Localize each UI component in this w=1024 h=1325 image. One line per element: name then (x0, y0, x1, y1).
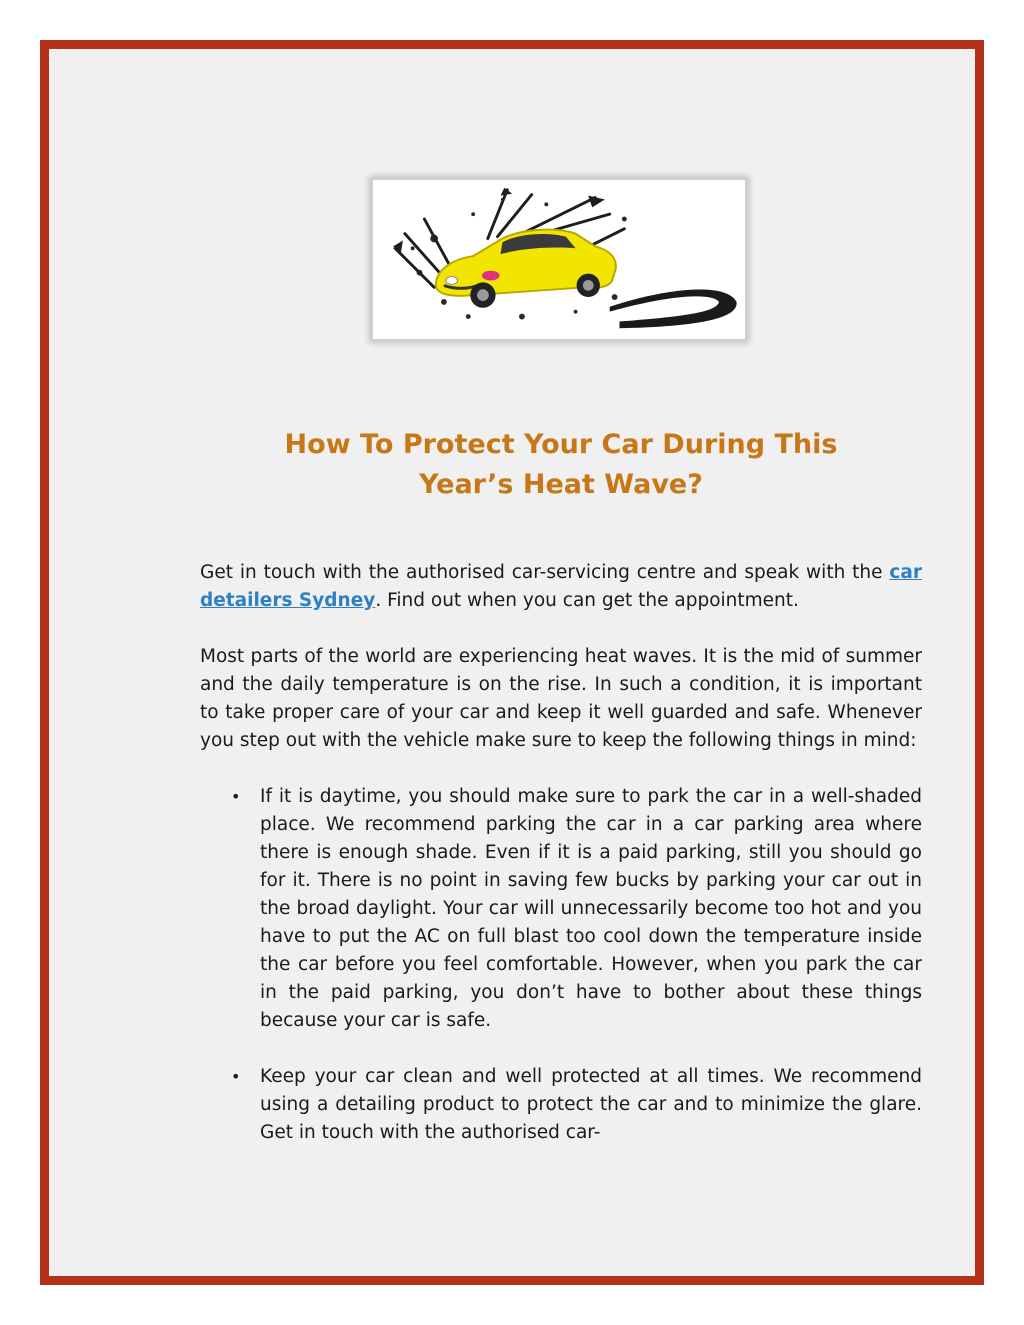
intro-paragraph (200, 559, 922, 615)
car-detailers-sydney-link[interactable]: car detailers Sydney (200, 562, 922, 611)
bullet-icon: • (231, 1067, 241, 1086)
list-item-text: Keep your car clean and well protected at all times. We recommend using a detailing product to protect the car and to minimize the glare. Get in touch with the authorised car- (260, 1066, 922, 1143)
article-body (200, 559, 922, 1175)
list-item (231, 1063, 922, 1147)
car-detailing-logo-icon (373, 180, 745, 339)
tips-list (200, 783, 922, 1147)
intro-text-after-link: . Find out when you can get the appointment. (375, 590, 799, 611)
title-line-1: How To Protect Your Car During This (284, 429, 838, 460)
document-page (40, 40, 984, 1285)
intro-text-before-link: Get in touch with the authorised car-servicing centre and speak with the (200, 562, 890, 583)
heat-wave-paragraph: Most parts of the world are experiencing heat waves. It is the mid of summer and the daily temperature is on the rise. In such a condition, it is important to take proper care of your car and keep it well guarded and safe. Whenever you step out with the vehicle make sure to keep the following things in mind: (200, 646, 922, 751)
bullet-icon: • (231, 787, 241, 806)
list-item (231, 783, 922, 1035)
page-title (199, 425, 923, 505)
car-logo-image (371, 178, 747, 341)
list-item-text: If it is daytime, you should make sure to park the car in a well-shaded place. We recommend parking the car in a car parking area where there is enough shade. Even if it is a paid parking, still you should go for it. There is no point in saving few bucks by parking your car out in the broad daylight. Your car will unnecessarily become too hot and you have to put the AC on full blast too cool down the temperature inside the car before you feel comfortable. However, when you park the car in the paid parking, you don’t have to bother about these things because your car is safe. (260, 786, 922, 1031)
title-line-2: Year’s Heat Wave? (419, 469, 703, 500)
